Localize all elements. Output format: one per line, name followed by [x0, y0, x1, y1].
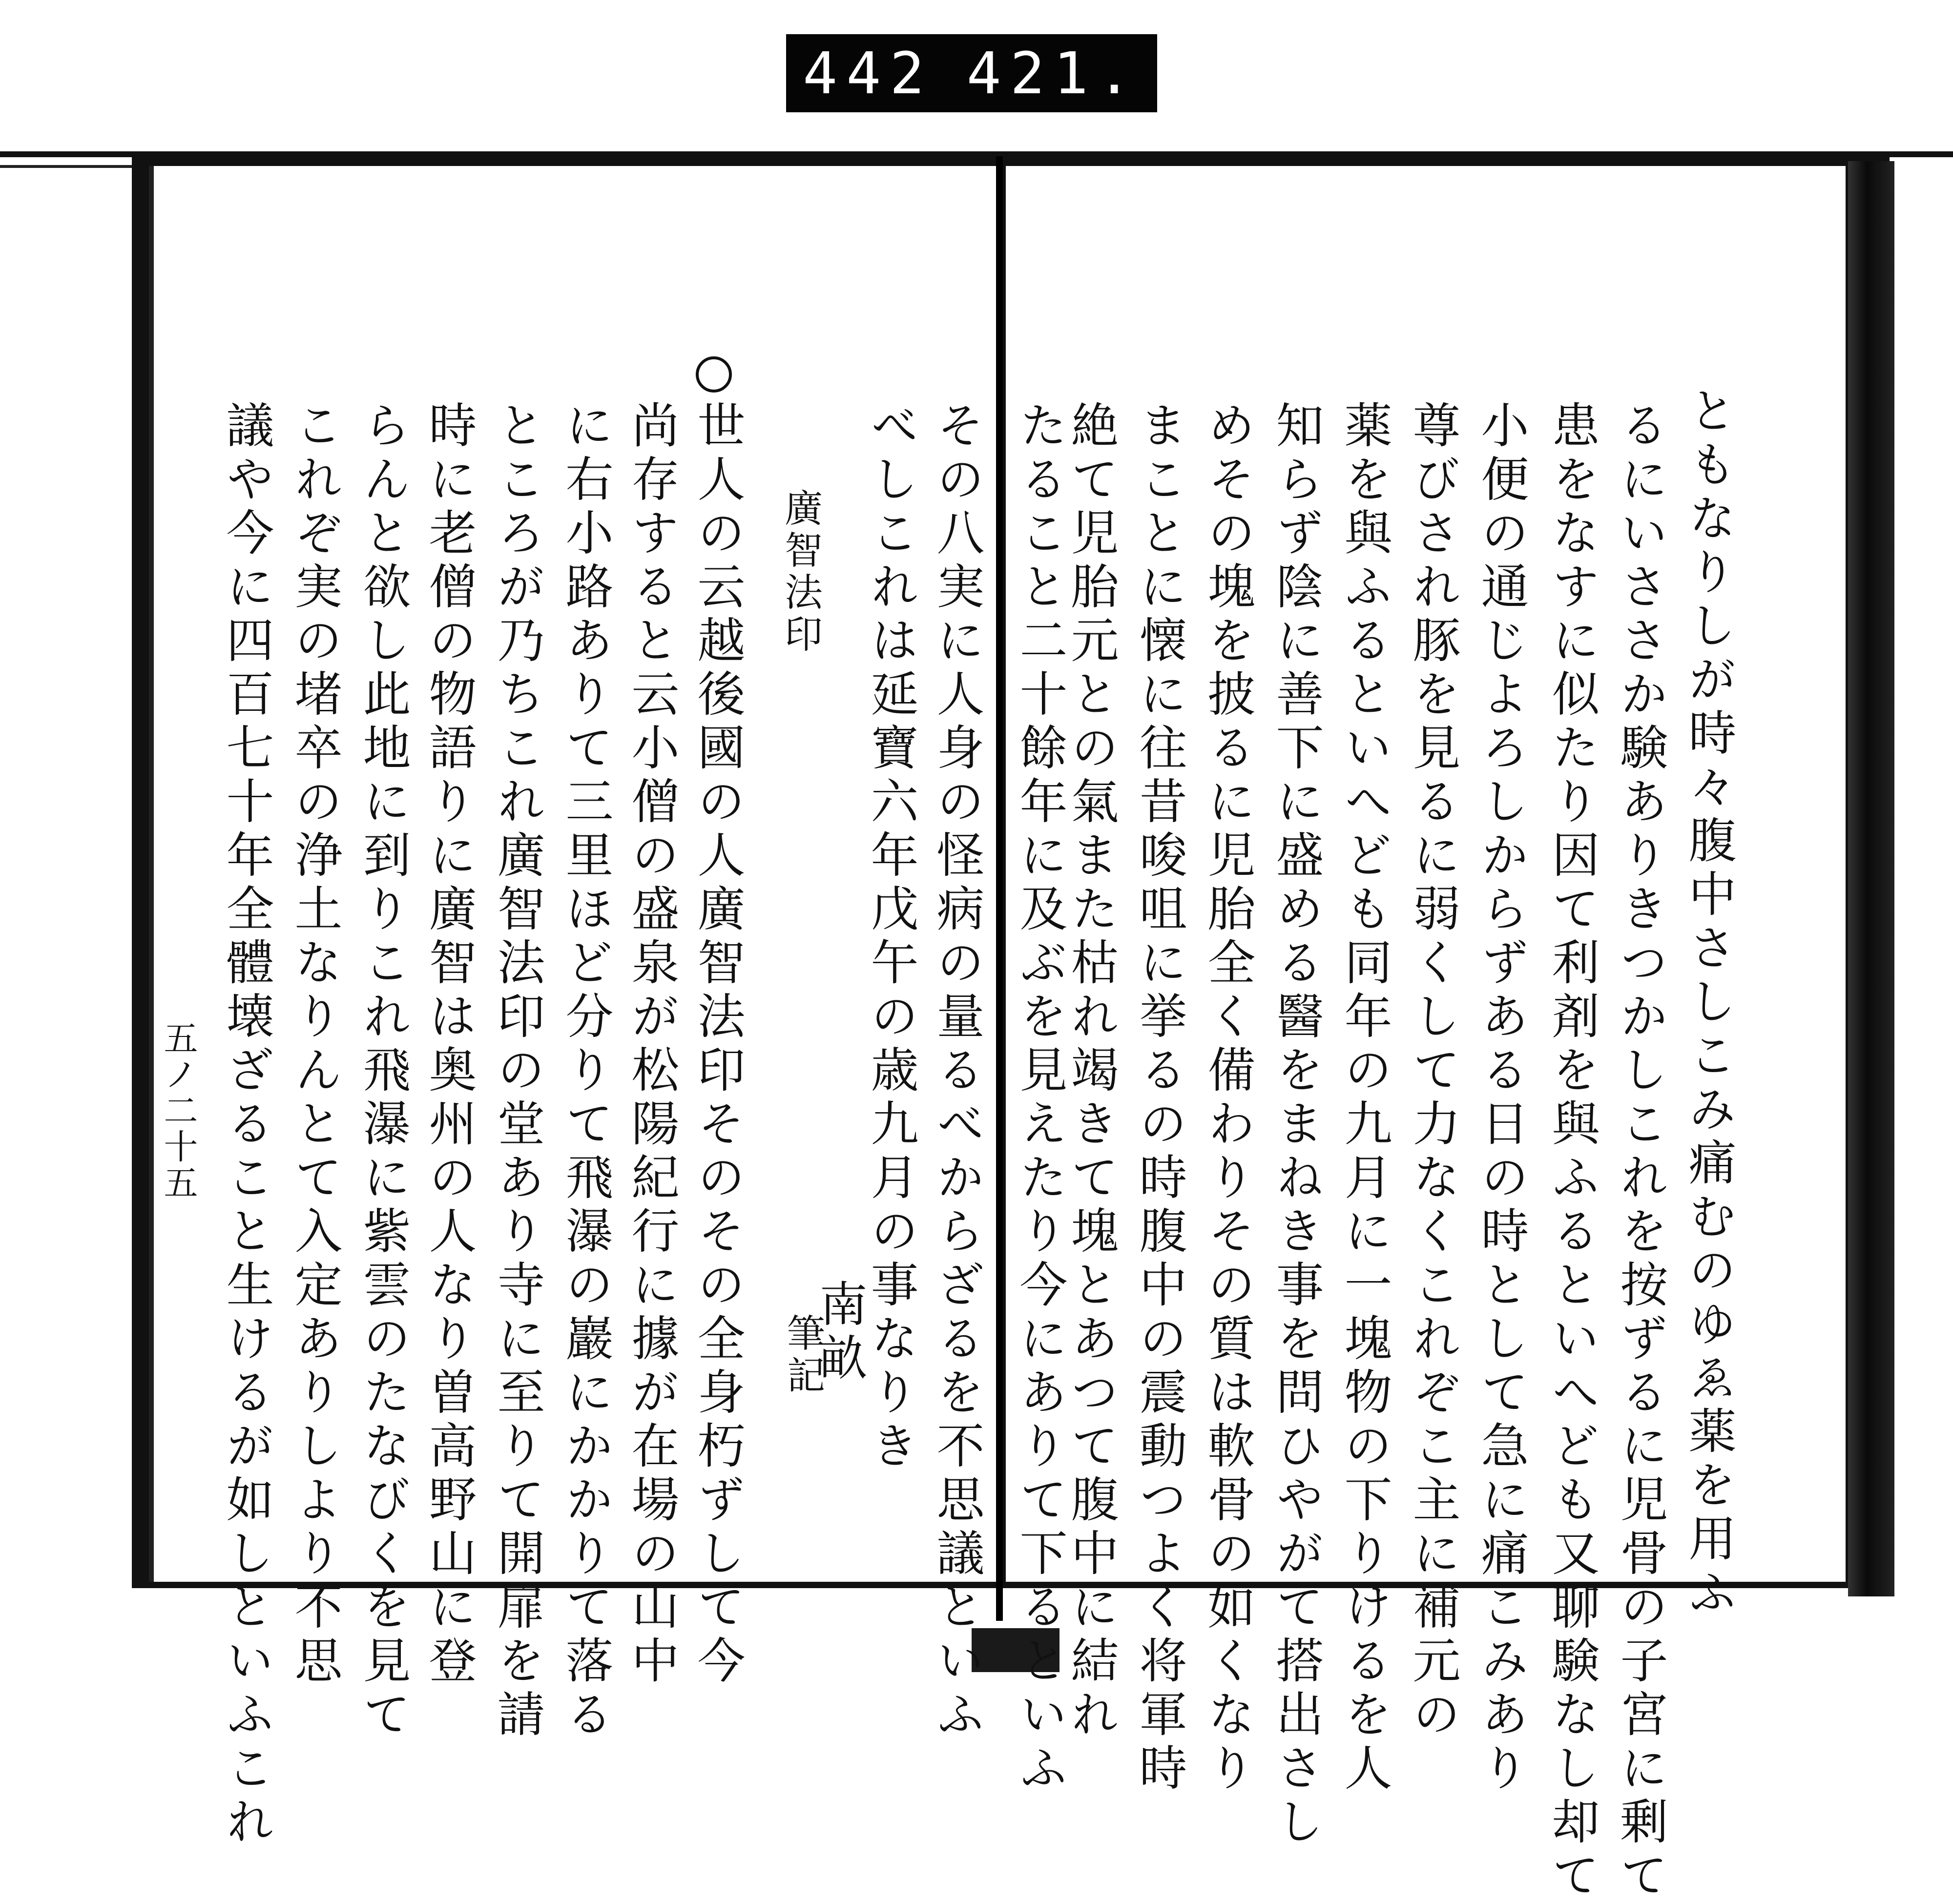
left-col-2: べしこれは延寶六年戊午の歳九月の事なりき [863, 400, 918, 1474]
right-col-1: ともなりしが時々腹中さしこみ痛むのゆゑ薬を用ふ [1681, 386, 1736, 1621]
label-number-left: 442 [803, 40, 934, 107]
right-col-3: 患をなすに似たり因て利剤を與ふるといへども又聊験なし却て [1544, 400, 1600, 1904]
archive-label [786, 34, 1157, 112]
left-col-9: らんと欲し此地に到りこれ飛瀑に紫雲のたなびくを見て [355, 400, 411, 1743]
right-col-2: るにいささか験ありきつかしこれを按ずるに児骨の子宮に剰て [1612, 400, 1668, 1904]
left-col-7: ところが乃ちこれ廣智法印の堂あり寺に至りて開扉を請 [489, 400, 545, 1743]
right-col-6: 薬を與ふるといへども同年の九月に一塊物の下りけるを人 [1336, 400, 1392, 1797]
left-col-4: 世人の云越後國の人廣智法印そのその全身朽ずして今 [689, 400, 745, 1689]
right-col-7: 知らず陰に善下に盛める醫をまねき事を問ひやがて搭出さし [1268, 400, 1324, 1850]
right-col-8: めその塊を披るに児胎全く備わりその質は軟骨の如くなり [1200, 400, 1255, 1797]
page-edge-shadow [1848, 161, 1894, 1596]
left-col-8: 時に老僧の物語りに廣智は奥州の人なり曽高野山に登 [421, 400, 477, 1689]
signature-nanpo: 南畝 [811, 1279, 867, 1387]
book-spine [996, 156, 1003, 1621]
right-col-4: 小便の通じよろしからずある日の時として急に痛こみあり [1473, 400, 1529, 1797]
label-number-right: 421. [966, 40, 1141, 107]
left-col-6: に右小路ありて三里ほど分りて飛瀑の巖にかかりて落る [558, 400, 613, 1743]
left-col-1: その八実に人身の怪病の量るべからざるを不思議といふ [929, 400, 984, 1743]
right-col-10: 絶て児胎元との氣また枯れ竭きて塊とあつて腹中に結れ [1063, 400, 1119, 1743]
section-circle-mark [696, 356, 732, 393]
left-col-3-heading: 廣智法印 [778, 488, 822, 656]
signature-hikki: 筆記 [781, 1313, 825, 1397]
page-number: 五ノ二十五 [158, 1020, 198, 1201]
right-col-11: たること二十餘年に及ぶを見えたり今にありて下るといふ [1012, 400, 1067, 1797]
left-col-5: 尚存すると云小僧の盛泉が松陽紀行に據が在場の山中 [623, 400, 679, 1689]
left-col-10: これぞ実の堵卒の浄土なりんとて入定ありしより不思 [287, 400, 342, 1689]
right-col-9: まことに懐に往昔唆咀に挙るの時腹中の震動つよく将軍時 [1131, 400, 1187, 1797]
right-col-5: 尊びされ豚を見るに弱くして力なくこれぞこ主に補元の [1405, 400, 1460, 1743]
left-col-11: 議や今に四百七十年全體壊ざること生けるが如しといふこれ [218, 400, 274, 1850]
